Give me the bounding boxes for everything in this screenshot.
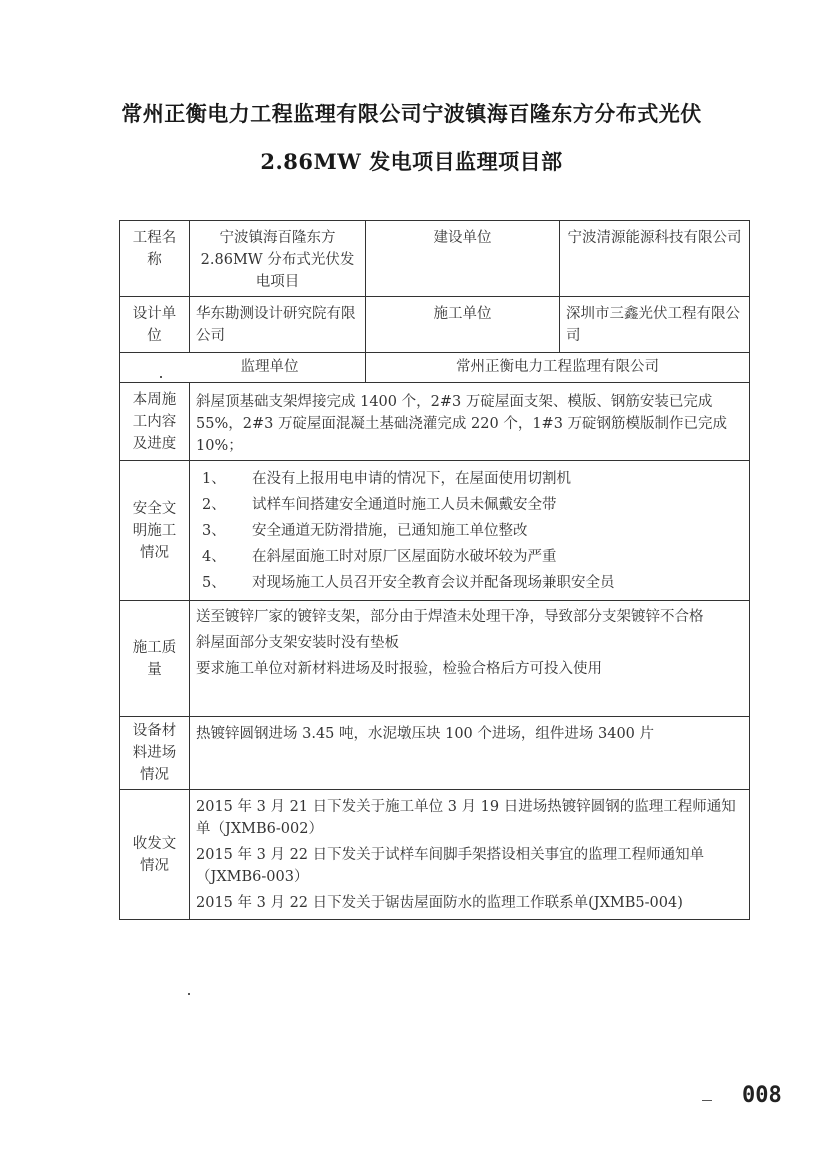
construction-label: 施工单位: [366, 297, 560, 353]
supervision-value: 常州正衡电力工程监理有限公司: [366, 353, 750, 383]
safety-item: [196, 544, 743, 570]
item-number: 2、: [202, 497, 226, 513]
quality-item: 要求施工单位对新材料进场及时报验，检验合格后方可投入使用: [196, 661, 602, 677]
progress-label: 本周施工内容及进度: [120, 383, 190, 461]
supervision-label: 监理单位: [120, 353, 366, 383]
documents-label: 收发文情况: [120, 790, 190, 920]
project-name-label: 工程名称: [120, 221, 190, 297]
row-design-construction: [120, 297, 750, 353]
document-item: 2015 年 3 月 22 日下发关于锯齿屋面防水的监理工作联系单(JXMB5-004): [196, 895, 683, 911]
supervision-report-table: [119, 220, 750, 920]
scan-speck: [702, 1100, 712, 1101]
item-number: 3、: [202, 523, 226, 539]
item-text: 试样车间搭建安全通道时施工人员未佩戴安全带: [252, 497, 557, 513]
progress-content: 斜屋顶基础支架焊接完成 1400 个，2#3 万碇屋面支架、模版、钢筋安装已完成 55%，2#3 万碇屋面混凝土基础浇灌完成 220 个，1#3 万碇钢筋模版制作已完成 10%；: [190, 383, 750, 461]
design-value: 华东勘测设计研究院有限公司: [190, 297, 366, 353]
design-label: 设计单位: [120, 297, 190, 353]
scan-speck: [188, 993, 190, 995]
safety-item: [196, 570, 743, 596]
row-supervision: [120, 353, 750, 383]
scan-speck: [160, 376, 162, 378]
owner-value: 宁波清源能源科技有限公司: [560, 221, 750, 297]
item-text: 安全通道无防滑措施，已通知施工单位整改: [252, 523, 528, 539]
materials-label: 设备材料进场情况: [120, 717, 190, 790]
quality-list: [190, 601, 750, 717]
row-safety: [120, 461, 750, 601]
item-number: 5、: [202, 575, 226, 591]
quality-item: 送至镀锌厂家的镀锌支架，部分由于焊渣未处理干净，导致部分支架镀锌不合格: [196, 609, 704, 625]
quality-item: 斜屋面部分支架安装时没有垫板: [196, 635, 399, 651]
owner-label: 建设单位: [366, 221, 560, 297]
documents-list: [190, 790, 750, 920]
item-number: 4、: [202, 549, 226, 565]
safety-item: [196, 518, 743, 544]
materials-content: 热镀锌圆钢进场 3.45 吨，水泥墩压块 100 个进场，组件进场 3400 片: [190, 717, 750, 790]
row-documents: [120, 790, 750, 920]
item-number: 1、: [202, 471, 226, 487]
document-item: 2015 年 3 月 22 日下发关于试样车间脚手架搭设相关事宜的监理工程师通知单（JXMB6-003）: [196, 847, 705, 885]
construction-value: 深圳市三鑫光伏工程有限公司: [560, 297, 750, 353]
document-title-line1: 常州正衡电力工程监理有限公司宁波镇海百隆东方分布式光伏: [121, 101, 702, 126]
row-materials: [120, 717, 750, 790]
safety-item: [196, 492, 743, 518]
safety-label: 安全文明施工情况: [120, 461, 190, 601]
row-quality: [120, 601, 750, 717]
row-progress: [120, 383, 750, 461]
quality-label: 施工质量: [120, 601, 190, 717]
document-item: 2015 年 3 月 21 日下发关于施工单位 3 月 19 日进场热镀锌圆钢的监理工程师通知单（JXMB6-002）: [196, 799, 736, 837]
row-project-owner: [120, 221, 750, 297]
item-text: 在斜屋面施工时对原厂区屋面防水破坏较为严重: [252, 549, 557, 565]
safety-item: [196, 466, 743, 492]
safety-list: [190, 461, 750, 601]
page-number: 008: [742, 1083, 782, 1108]
item-text: 在没有上报用电申请的情况下，在屋面使用切割机: [252, 471, 571, 487]
item-text: 对现场施工人员召开安全教育会议并配备现场兼职安全员: [252, 575, 615, 591]
document-title-line2: 2.86MW 发电项目监理项目部: [260, 149, 563, 174]
project-name-value: 宁波镇海百隆东方 2.86MW 分布式光伏发电项目: [190, 221, 366, 297]
